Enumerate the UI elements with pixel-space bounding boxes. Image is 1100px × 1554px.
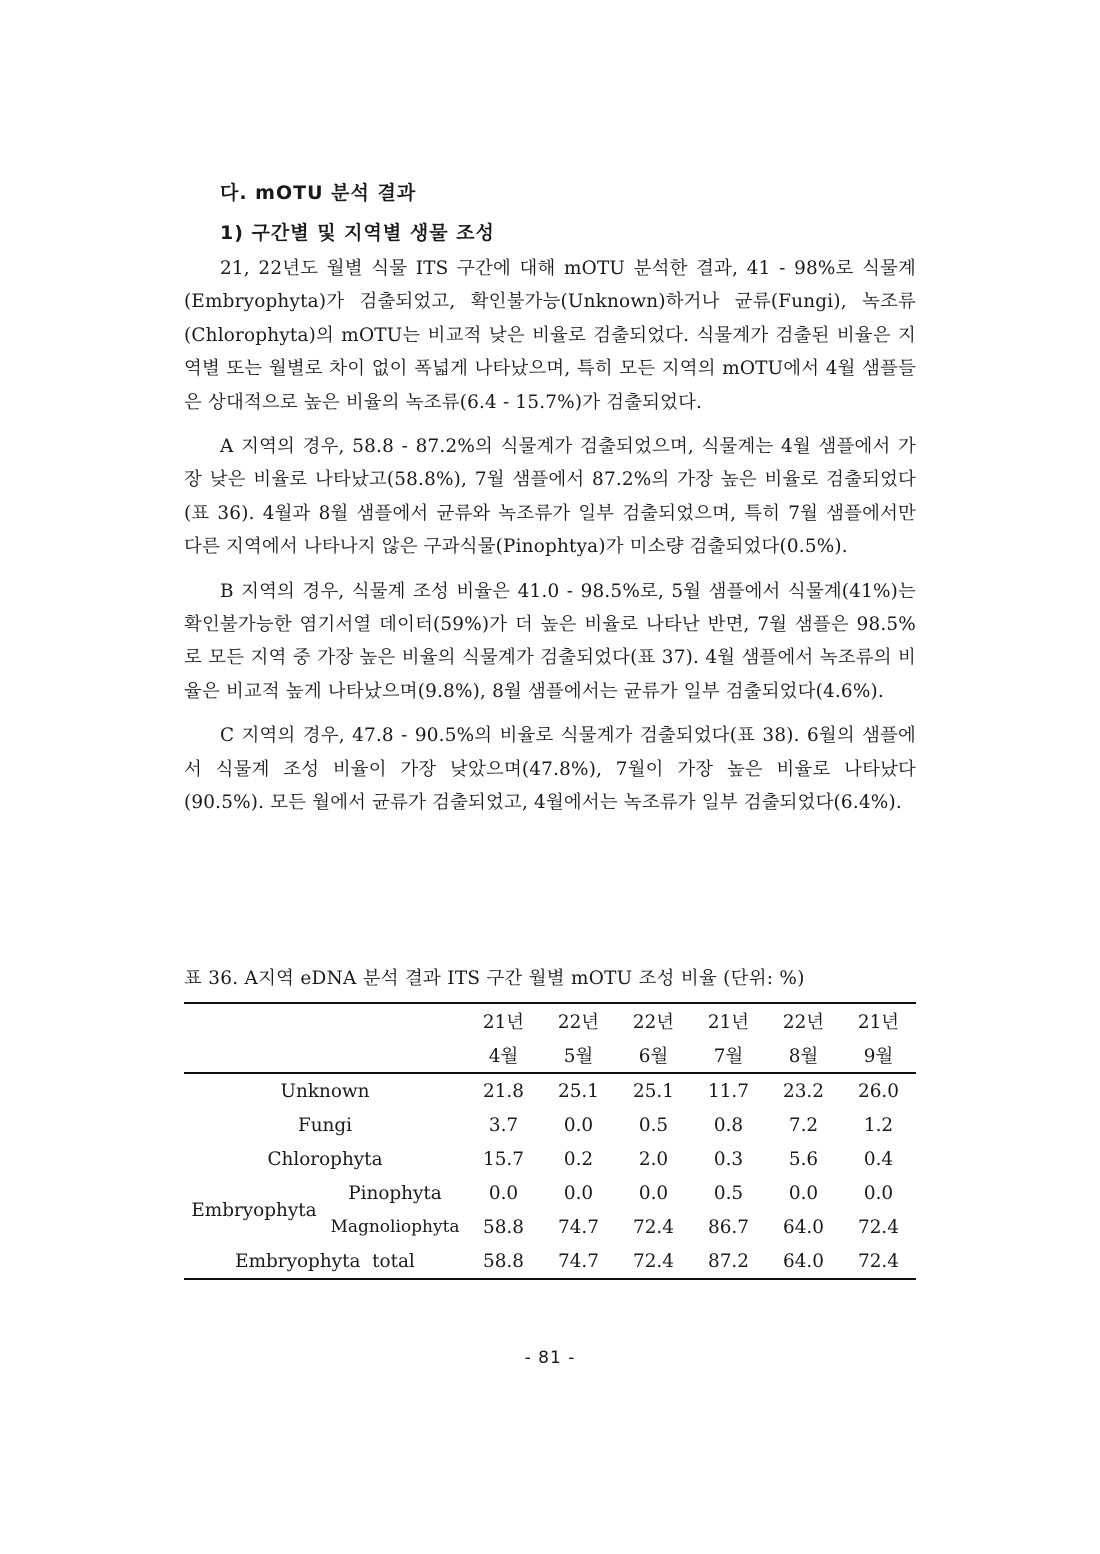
header-month: 6월 <box>616 1038 691 1073</box>
group-label-embryophyta: Embryophyta <box>191 1199 317 1221</box>
row-label: Embryophyta total <box>184 1244 466 1279</box>
page-number: - 81 - <box>524 1348 576 1368</box>
table-cell: 1.2 <box>863 1114 894 1136</box>
table-header-empty <box>184 1038 466 1073</box>
table-cell: 0.0 <box>863 1182 894 1204</box>
paragraph-region-b: B 지역의 경우, 식물계 조성 비율은 41.0 - 98.5%로, 5월 샘플에서 식물계(41%)는 확인불가능한 염기서열 데이터(59%)가 더 높은 비율로 나타난 반면, 7월 샘플은 98.5%로 모든 지역 중 가장 높은 비율의 식물계가 검출되었다(표 37). 4월 샘플에서 녹조류의 비율은 비교적 높게 나타났으며(9.8%), 8월 샘플에서는 균류가 일부 검출되었다(4.6%). <box>184 580 916 702</box>
table-cell: 25.1 <box>633 1080 674 1102</box>
table-cell: 72.4 <box>616 1244 691 1279</box>
table-cell: 74.7 <box>541 1244 616 1279</box>
table-cell: 7.2 <box>788 1114 819 1136</box>
table-cell: 0.0 <box>488 1182 519 1204</box>
table-cell: 0.0 <box>563 1182 594 1204</box>
row-label: Unknown <box>280 1080 370 1102</box>
table-cell: 86.7 <box>708 1216 749 1238</box>
table-cell: 58.8 <box>483 1216 524 1238</box>
body-text <box>184 252 916 831</box>
row-label: Chlorophyta <box>267 1148 383 1170</box>
table-row-chlorophyta <box>184 1142 916 1176</box>
table-caption: 표 36. A지역 eDNA 분석 결과 ITS 구간 월별 mOTU 조성 비율 (단위: %) <box>184 968 805 989</box>
table-cell: 11.7 <box>708 1080 749 1102</box>
table-cell: 72.4 <box>858 1216 899 1238</box>
table-cell: 2.0 <box>638 1148 669 1170</box>
header-year: 22년 <box>541 1003 616 1038</box>
table-row-fungi <box>184 1108 916 1142</box>
table-cell: 25.1 <box>558 1080 599 1102</box>
table-cell: 58.8 <box>466 1244 541 1279</box>
table-cell: 64.0 <box>766 1244 841 1279</box>
section-heading: 다. mOTU 분석 결과 <box>220 182 417 204</box>
table-cell: 74.7 <box>558 1216 599 1238</box>
table-row-embryophyta-total <box>184 1244 916 1279</box>
header-month: 9월 <box>841 1038 916 1073</box>
row-label: Fungi <box>297 1114 353 1136</box>
table-header-empty <box>184 1003 466 1038</box>
paragraph-region-c: C 지역의 경우, 47.8 - 90.5%의 비율로 식물계가 검출되었다(표 38). 6월의 샘플에서 식물계 조성 비율이 가장 낮았으며(47.8%), 7월이 가장 높은 비율로 나타났다(90.5%). 모든 월에서 균류가 검출되었고, 4월에서는 녹조류가 일부 검출되었다(6.4%). <box>184 725 916 814</box>
row-label: Pinophyta <box>348 1182 442 1204</box>
table-row-pinophyta <box>184 1176 916 1210</box>
header-month: 4월 <box>466 1038 541 1073</box>
table-cell: 0.5 <box>713 1182 744 1204</box>
table-cell: 72.4 <box>841 1244 916 1279</box>
table-cell: 0.3 <box>713 1148 744 1170</box>
table-cell: 64.0 <box>783 1216 824 1238</box>
table-header-years <box>184 1003 916 1038</box>
table-cell: 3.7 <box>488 1114 519 1136</box>
table-cell: 0.0 <box>563 1114 594 1136</box>
table-cell: 15.7 <box>483 1148 524 1170</box>
header-month: 5월 <box>541 1038 616 1073</box>
header-year: 22년 <box>616 1003 691 1038</box>
table-cell: 0.0 <box>638 1182 669 1204</box>
table-cell: 87.2 <box>691 1244 766 1279</box>
table-cell: 0.4 <box>863 1148 894 1170</box>
header-year: 21년 <box>466 1003 541 1038</box>
header-year: 21년 <box>841 1003 916 1038</box>
table-cell: 0.5 <box>638 1114 669 1136</box>
header-month: 8월 <box>766 1038 841 1073</box>
table-cell: 0.2 <box>563 1148 594 1170</box>
paragraph-overview: 21, 22년도 월별 식물 ITS 구간에 대해 mOTU 분석한 결과, 41 - 98%로 식물계(Embryophyta)가 검출되었고, 확인불가능(Unknown)하거나 균류(Fungi), 녹조류(Chlorophyta)의 mOTU는 비교적 낮은 비율로 검출되었다. 식물계가 검출된 비율은 지역별 또는 월별로 차이 없이 폭넓게 나타났으며, 특히 모든 지역의 mOTU에서 4월 샘플들은 상대적으로 높은 비율의 녹조류(6.4 - 15.7%)가 검출되었다. <box>184 258 916 413</box>
header-year: 21년 <box>691 1003 766 1038</box>
table-cell: 5.6 <box>788 1148 819 1170</box>
paragraph-region-a: A 지역의 경우, 58.8 - 87.2%의 식물계가 검출되었으며, 식물계는 4월 샘플에서 가장 낮은 비율로 나타났고(58.8%), 7월 샘플에서 87.2%의 가장 높은 비율로 검출되었다(표 36). 4월과 8월 샘플에서 균류와 녹조류가 일부 검출되었으며, 특히 7월 샘플에서만 다른 지역에서 나타나지 않은 구과식물(Pinophtya)가 미소량 검출되었다(0.5%). <box>184 436 916 558</box>
motu-composition-table <box>184 1002 916 1280</box>
table-cell: 0.0 <box>788 1182 819 1204</box>
table-cell: 0.8 <box>713 1114 744 1136</box>
table-row-unknown <box>184 1073 916 1108</box>
subsection-heading: 1) 구간별 및 지역별 생물 조성 <box>220 222 495 244</box>
table-header-months <box>184 1038 916 1073</box>
table-cell: 26.0 <box>858 1080 899 1102</box>
table-cell: 21.8 <box>483 1080 524 1102</box>
table-cell: 23.2 <box>783 1080 824 1102</box>
header-year: 22년 <box>766 1003 841 1038</box>
row-label: Magnoliophyta <box>330 1217 460 1237</box>
header-month: 7월 <box>691 1038 766 1073</box>
table-cell: 72.4 <box>633 1216 674 1238</box>
